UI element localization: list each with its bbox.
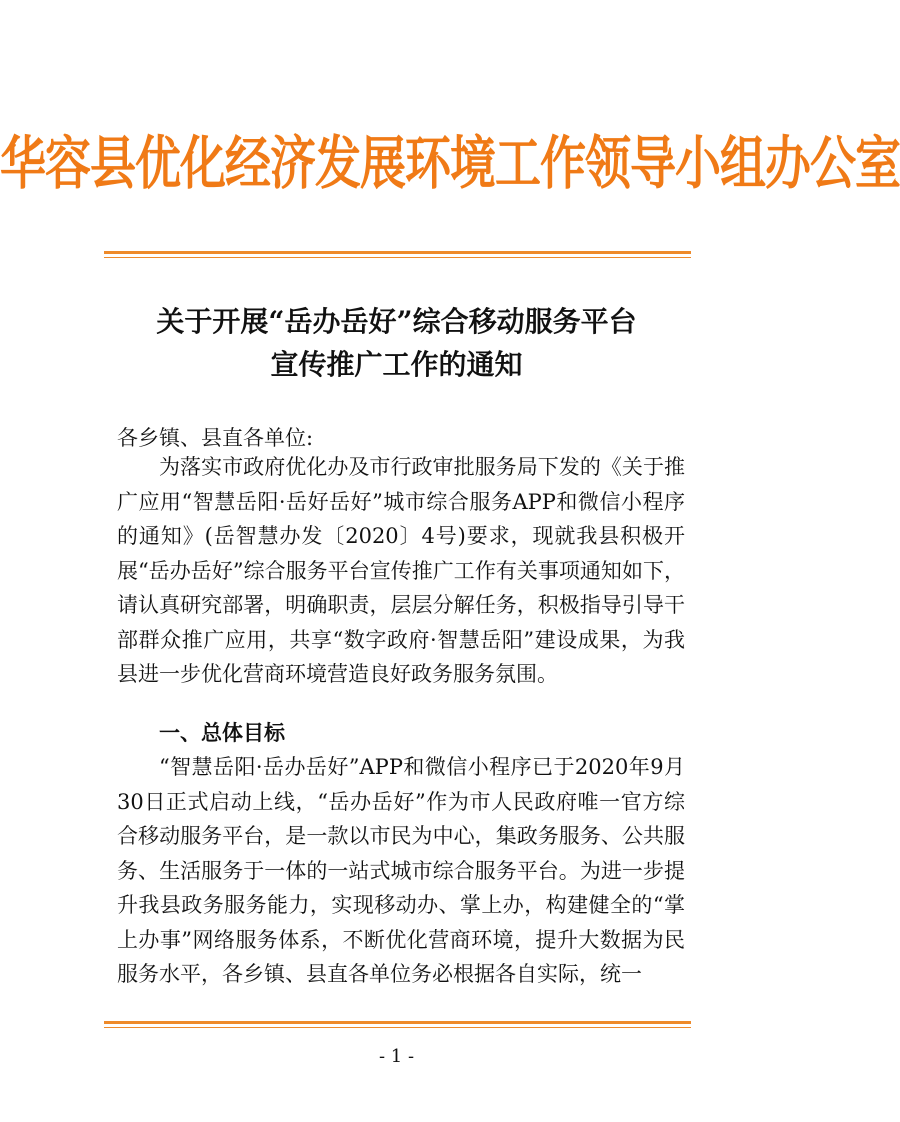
issuing-organization-header: 华容县优化经济发展环境工作领导小组办公室 [0, 129, 900, 197]
page-number: - 1 - [378, 1046, 415, 1067]
body-paragraph-intro: 为落实市政府优化办及市行政审批服务局下发的《关于推广应用“智慧岳阳·岳好岳好”城市综合服务APP和微信小程序的通知》(岳智慧办发〔2020〕4号)要求，现就我县积极开展“岳办岳好”综合服务平台宣传推广工作有关事项通知如下，请认真研究部署，明确职责，层层分解任务，积极指导引导干部群众推广应用，共享“数字政府·智慧岳阳”建设成果，为我县进一步优化营商环境营造良好政务服务氛围。 [117, 455, 685, 686]
salutation: 各乡镇、县直各单位: [117, 426, 314, 450]
document-title-line-2: 宣传推广工作的通知 [270, 348, 523, 381]
footer-divider [104, 1021, 691, 1028]
document-title-line-1: 关于开展“岳办岳好”综合移动服务平台 [156, 305, 637, 338]
body-paragraph-overall-goal: “智慧岳阳·岳办岳好”APP和微信小程序已于2020年9月30日正式启动上线，“岳办岳好”作为市人民政府唯一官方综合移动服务平台，是一款以市民为中心，集政务服务、公共服务、生活服务于一体的一站式城市综合服务平台。为进一步提升我县政务服务能力，实现移动办、掌上办，构建健全的“掌上办事”网络服务体系，不断优化营商环境，提升大数据为民服务水平，各乡镇、县直各单位务必根据各自实际，统一 [117, 755, 685, 986]
header-divider [104, 251, 691, 258]
section-heading-overall-goal: 一、总体目标 [159, 721, 285, 745]
